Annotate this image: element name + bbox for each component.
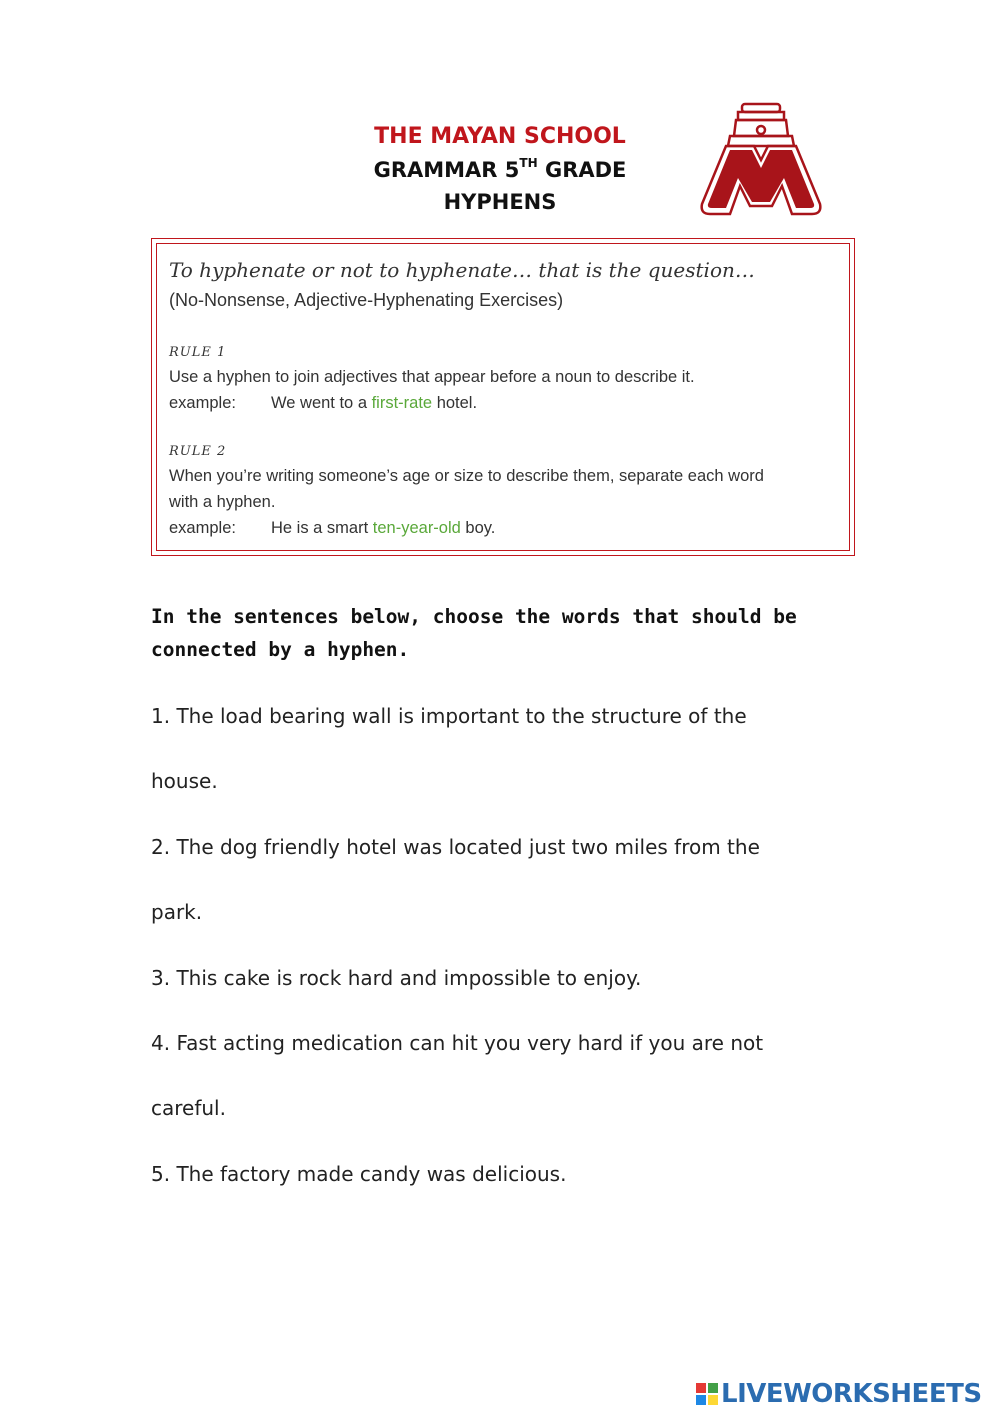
rule1-example-label: example: <box>169 394 236 412</box>
liveworksheets-icon <box>695 1382 719 1406</box>
question-2-line2: park. <box>151 900 203 924</box>
mayan-school-m-logo-icon <box>696 100 826 222</box>
rule1-text: Use a hyphen to join adjectives that appear before a noun to describe it. <box>169 368 695 386</box>
question-1-line2: house. <box>151 769 218 793</box>
grade-line <box>0 154 1000 186</box>
rule2-example-label: example: <box>169 519 236 537</box>
rule2-heading: RULE 2 <box>169 444 227 459</box>
rule1-example-before: We went to a <box>271 394 372 412</box>
grade-suffix: GRADE <box>537 158 627 182</box>
question-4-line1: 4. Fast acting medication can hit you very hard if you are not <box>151 1031 764 1055</box>
instructions: In the sentences below, choose the words that should be connected by a hyphen. <box>151 605 797 661</box>
liveworksheets-brand-text: LIVEWORKSHEETS <box>721 1379 982 1409</box>
rule1-example-after: hotel. <box>432 394 478 412</box>
question-4-line2: careful. <box>151 1096 226 1120</box>
school-name: THE MAYAN SCHOOL <box>374 124 626 149</box>
rules-box-title: To hyphenate or not to hyphenate… that is the question… <box>169 258 755 282</box>
question-2-line1: 2. The dog friendly hotel was located just two miles from the <box>151 835 760 859</box>
worksheet-header <box>0 120 1000 218</box>
rule2-example-before: He is a smart <box>271 519 373 537</box>
liveworksheets-brand[interactable] <box>695 1376 995 1412</box>
grade-ordinal: TH <box>519 156 538 170</box>
rules-box-subtitle: (No-Nonsense, Adjective-Hyphenating Exercises) <box>169 290 564 310</box>
rules-box <box>151 238 855 556</box>
rule2-example-highlight: ten-year-old <box>372 519 461 537</box>
grade-prefix: GRAMMAR 5 <box>373 158 520 182</box>
rule1-heading: RULE 1 <box>169 345 227 360</box>
rule1-example <box>169 394 477 413</box>
question-1-line1: 1. The load bearing wall is important to the structure of the <box>151 704 747 728</box>
rule2-text-line1: When you’re writing someone’s age or size to describe them, separate each word <box>169 467 764 485</box>
rule2-example <box>169 519 495 538</box>
rule1-example-highlight: first-rate <box>371 394 433 412</box>
question-3-line1: 3. This cake is rock hard and impossible to enjoy. <box>151 966 642 990</box>
rule2-text-line2: with a hyphen. <box>169 493 276 511</box>
rule2-example-after: boy. <box>460 519 496 537</box>
topic-title: HYPHENS <box>443 190 557 214</box>
rules-box-inner-border <box>156 243 850 551</box>
question-5-line1: 5. The factory made candy was delicious. <box>151 1162 567 1186</box>
